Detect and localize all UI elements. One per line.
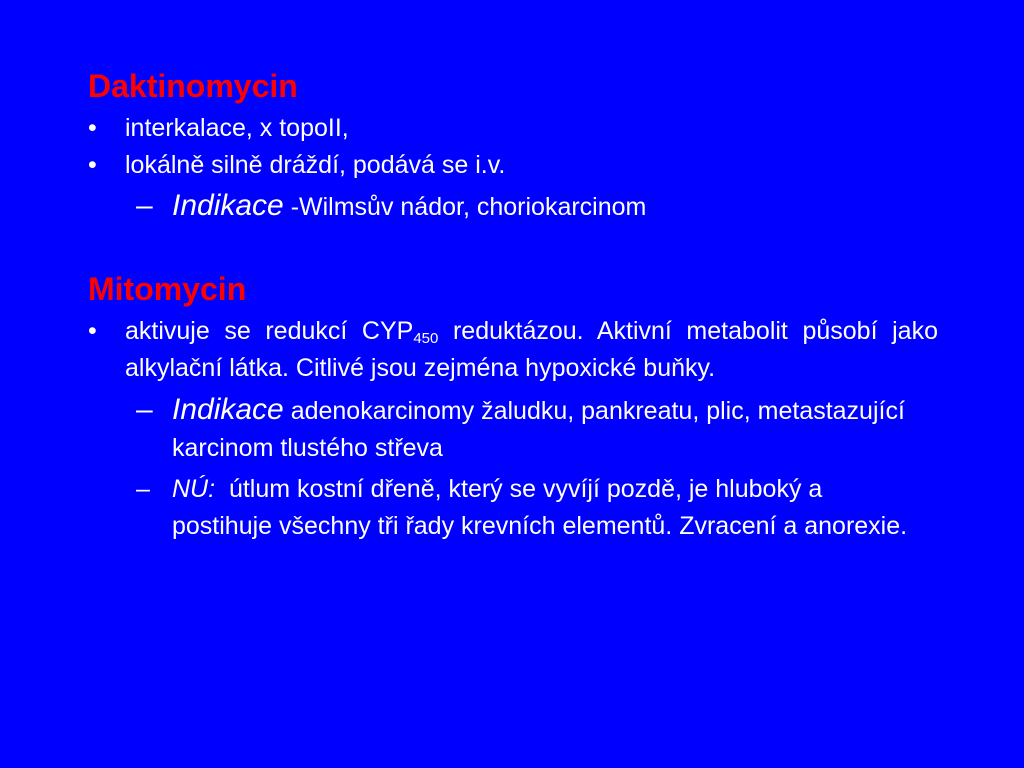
bullet-marker: • xyxy=(88,151,97,179)
spacer xyxy=(88,229,938,265)
dash-marker: – xyxy=(136,189,153,222)
bullet-text-after: reduktázou. Aktivní metabolit působí jako alkylační látka. Citlivé jsou zejména hypoxické buňky. xyxy=(125,317,938,382)
bullet-item xyxy=(88,110,938,147)
heading-mitomycin: Mitomycin xyxy=(88,271,247,307)
subscript: 450 xyxy=(413,330,439,347)
sub-item-indikace xyxy=(88,391,908,467)
bullet-item xyxy=(88,313,938,387)
dash-marker: – xyxy=(136,475,150,503)
sub-text: adenokarcinomy žaludku, pankreatu, plic, metastazující karcinom tlustého střeva xyxy=(172,397,905,462)
sub-item-indikace xyxy=(88,184,938,229)
bullet-marker: • xyxy=(88,317,97,345)
bullet-text: lokálně silně dráždí, podává se i.v. xyxy=(125,151,506,179)
dash-marker: – xyxy=(136,393,153,426)
bullet-item xyxy=(88,147,938,184)
bullet-text-before: aktivuje se redukcí CYP xyxy=(125,317,414,345)
sub-label: Indikace xyxy=(172,189,284,222)
slide-content xyxy=(88,62,938,545)
sub-label: Indikace xyxy=(172,393,284,426)
sub-item-nu xyxy=(88,471,908,545)
sub-text: -Wilmsův nádor, choriokarcinom xyxy=(283,193,647,221)
bullet-text: interkalace, x topoII, xyxy=(125,114,349,142)
heading-daktinomycin: Daktinomycin xyxy=(88,68,298,104)
bullet-marker: • xyxy=(88,114,97,142)
sub-text: útlum kostní dřeně, který se vyvíjí pozdě, je hluboký a postihuje všechny tři řady krevních elementů. Zvracení a anorexie. xyxy=(172,475,908,540)
sub-label: NÚ: xyxy=(172,475,216,503)
